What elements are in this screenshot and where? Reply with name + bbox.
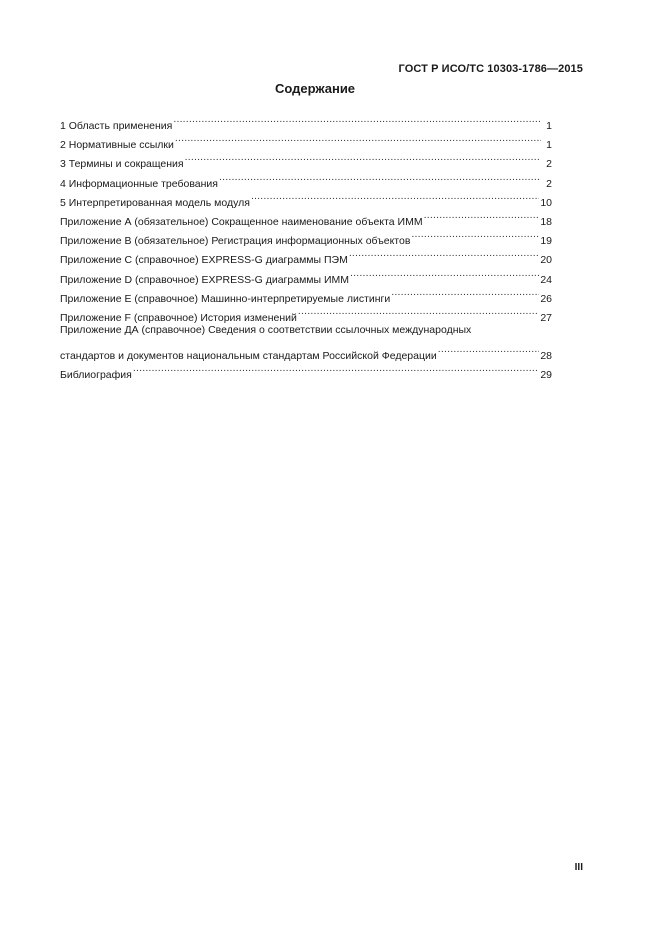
toc-entry-page: 10 [540, 196, 552, 209]
toc-entry-label: Приложение ДА (справочное) Сведения о соответствии ссылочных международных [60, 324, 472, 337]
dot-leader [438, 340, 540, 359]
dot-leader [173, 110, 541, 129]
toc-entry-page: 1 [546, 120, 552, 132]
toc-entry-page: 18 [540, 215, 552, 228]
toc-entry-label: 3 Термины и сокращения [60, 158, 184, 171]
dot-leader [298, 302, 539, 321]
toc-entry-label: 5 Интерпретированная модель модуля [60, 196, 250, 209]
toc-entry-page: 26 [540, 292, 552, 305]
toc-entry-page: 2 [546, 177, 552, 190]
dot-leader [185, 148, 541, 167]
toc-entry-label: 1 Область применения [60, 120, 173, 132]
toc-entry-label: Приложение А (обязательное) Сокращенное наименование объекта ИММ [60, 215, 423, 228]
toc-entry-label: Приложение Е (справочное) Машинно-интерпретируемые листинги [60, 292, 391, 305]
dot-leader [349, 244, 540, 263]
toc-entry-page: 28 [540, 350, 552, 363]
toc-entry-page: 27 [540, 311, 552, 324]
page-number: III [574, 862, 583, 873]
toc-entry-label: Библиография [60, 369, 132, 382]
toc-entry-page: 29 [540, 369, 552, 382]
toc-entry[interactable] [60, 110, 552, 132]
dot-leader [411, 225, 539, 244]
toc-entry-label: Приложение В (обязательное) Регистрация информационных объектов [60, 235, 411, 248]
toc-entry-label: Приложение F (справочное) История изменений [60, 311, 297, 324]
toc-entry[interactable] [60, 359, 552, 382]
toc-entry[interactable] [60, 321, 552, 340]
dot-leader [391, 283, 539, 302]
table-of-contents [60, 110, 552, 382]
dot-leader [424, 206, 540, 225]
standard-code: ГОСТ Р ИСО/ТС 10303-1786—2015 [398, 63, 583, 75]
toc-entry-label: 4 Информационные требования [60, 177, 218, 190]
dot-leader [175, 129, 541, 148]
toc-entry-page: 19 [540, 235, 552, 248]
toc-entry-label: 2 Нормативные ссылки [60, 139, 174, 152]
toc-entry-label: Приложение С (справочное) EXPRESS-G диаграммы ПЭМ [60, 254, 348, 267]
toc-entry-label: Приложение D (справочное) EXPRESS-G диаграммы ИММ [60, 273, 350, 286]
toc-entry-page: 1 [546, 139, 552, 152]
toc-entry-page: 2 [546, 158, 552, 171]
toc-entry-label: стандартов и документов национальным стандартам Российской Федерации [60, 350, 437, 363]
toc-entry-page: 20 [540, 254, 552, 267]
dot-leader [133, 359, 539, 378]
dot-leader [350, 264, 539, 283]
page-title: Содержание [274, 81, 356, 96]
toc-entry-page: 24 [540, 273, 552, 286]
dot-leader [251, 187, 539, 206]
toc-entry-continuation[interactable] [60, 340, 552, 363]
dot-leader [219, 168, 541, 187]
